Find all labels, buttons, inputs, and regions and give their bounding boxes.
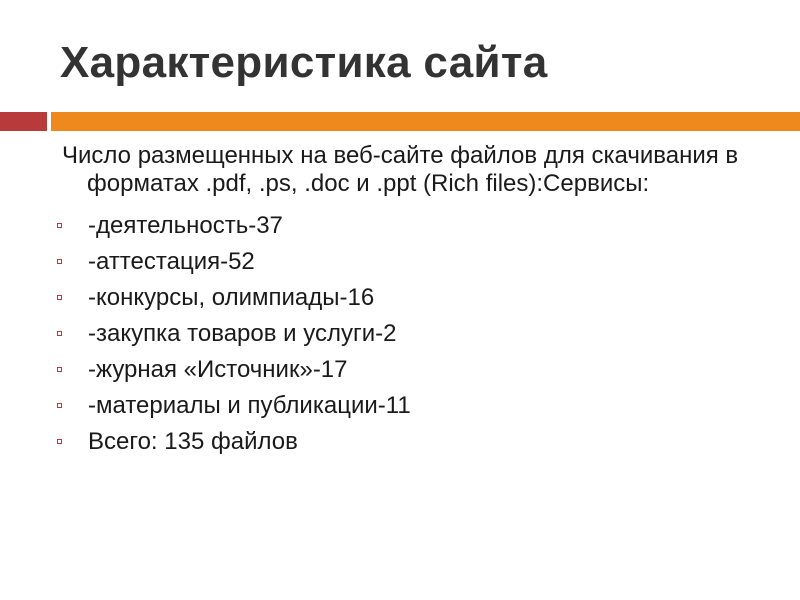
square-bullet-icon (57, 439, 62, 444)
slide-title: Характеристика сайта (60, 38, 548, 87)
bullet-item (62, 208, 762, 244)
square-bullet-icon (57, 367, 62, 372)
intro-text: Число размещенных на веб-сайте файлов для скачивания в форматах .pdf, .ps, .doc и .ppt (Rich files):Сервисы: (62, 142, 739, 197)
square-bullet-icon (57, 403, 62, 408)
bullet-text: -закупка товаров и услуги-2 (88, 320, 397, 347)
bullet-text: -деятельность-37 (88, 212, 283, 239)
bullet-text: -журная «Источник»-17 (88, 356, 348, 383)
bullet-text: -материалы и публикации-11 (88, 392, 411, 419)
square-bullet-icon (57, 295, 62, 300)
bullet-item-total (62, 424, 762, 460)
bullet-item (62, 280, 762, 316)
bullet-item (62, 352, 762, 388)
bullet-text: -аттестация-52 (88, 248, 255, 275)
square-bullet-icon (57, 331, 62, 336)
slide-content (62, 142, 762, 460)
bullet-item (62, 316, 762, 352)
bullet-item (62, 244, 762, 280)
square-bullet-icon (57, 223, 62, 228)
square-bullet-icon (57, 259, 62, 264)
bullet-text: -конкурсы, олимпиады-16 (88, 284, 375, 311)
bullet-item (62, 388, 762, 424)
accent-bar-right (51, 112, 800, 131)
bullet-list (62, 208, 762, 460)
accent-bar-left (0, 112, 47, 131)
bullet-text: Всего: 135 файлов (88, 428, 298, 455)
